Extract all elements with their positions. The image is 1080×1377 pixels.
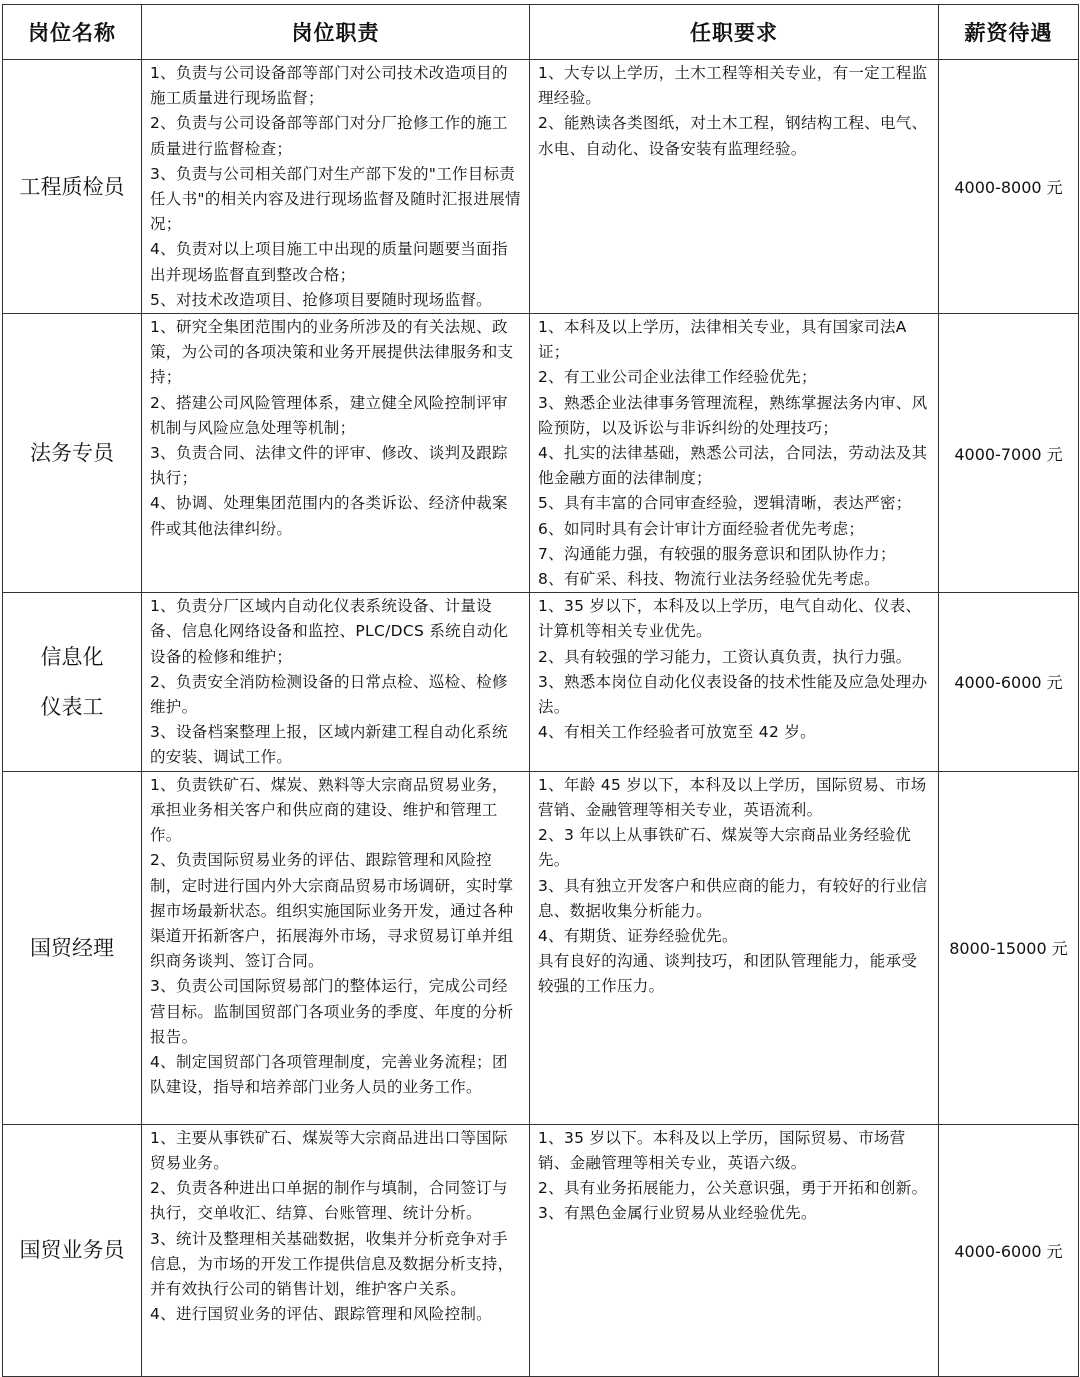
- position-name: 法务专员: [3, 314, 142, 593]
- requirement-item: 3、熟悉企业法律事务管理流程，熟练掌握法务内审、风险预防，以及诉讼与非诉纠纷的处理技巧；: [538, 393, 928, 437]
- duties-cell: [142, 314, 530, 593]
- duty-item: 3、负责合同、法律文件的评审、修改、谈判及跟踪执行；: [150, 444, 508, 488]
- table-row: [3, 1124, 1079, 1376]
- duties-cell: [142, 771, 530, 1124]
- requirement-item: 2、能熟读各类图纸，对土木工程，钢结构工程、电气、水电、自动化、设备安装有监理经验。: [538, 114, 928, 158]
- requirement-item: 2、有工业公司企业法律工作经验优先；: [538, 368, 817, 387]
- duty-item: 2、负责与公司设备部等部门对分厂抢修工作的施工质量进行监督检查；: [150, 114, 508, 158]
- salary: 8000-15000 元: [939, 771, 1079, 1124]
- duty-item: 3、设备档案整理上报，区域内新建工程自动化系统的安装、调试工作。: [150, 723, 508, 767]
- job-table: [2, 4, 1079, 1377]
- salary: 4000-6000 元: [939, 593, 1079, 771]
- requirements-cell: [530, 771, 939, 1124]
- duties-cell: [142, 60, 530, 314]
- header-position-name: 岗位名称: [3, 5, 142, 60]
- duty-item: 4、进行国贸业务的评估、跟踪管理和风险控制。: [150, 1305, 492, 1324]
- requirement-item: 3、有黑色金属行业贸易从业经验优先。: [538, 1204, 817, 1223]
- requirement-item: 2、3 年以上从事铁矿石、煤炭等大宗商品业务经验优先。: [538, 826, 912, 870]
- requirement-item: 6、如同时具有会计审计方面经验者优先考虑；: [538, 519, 865, 538]
- requirement-item: 4、有相关工作经验者可放宽至 42 岁。: [538, 723, 816, 742]
- duty-item: 3、负责公司国际贸易部门的整体运行，完成公司经营目标。监制国贸部门各项业务的季度、年度的分析报告。: [150, 977, 514, 1046]
- requirement-item: 5、具有丰富的合同审查经验，逻辑清晰，表达严密；: [538, 494, 912, 513]
- salary: 4000-7000 元: [939, 314, 1079, 593]
- salary: 4000-8000 元: [939, 60, 1079, 314]
- duty-item: 1、负责与公司设备部等部门对公司技术改造项目的施工质量进行现场监督；: [150, 64, 508, 108]
- header-salary: 薪资待遇: [939, 5, 1079, 60]
- duty-item: 1、研究全集团范围内的业务所涉及的有关法规、政策，为公司的各项决策和业务开展提供法律服务和支持；: [150, 318, 514, 387]
- requirement-item: 3、具有独立开发客户和供应商的能力，有较好的行业信息、数据收集分析能力。: [538, 876, 928, 920]
- duty-item: 3、统计及整理相关基础数据，收集并分析竞争对手信息，为市场的开发工作提供信息及数据分析支持，并有效执行公司的销售计划，维护客户关系。: [150, 1229, 514, 1298]
- duty-item: 1、主要从事铁矿石、煤炭等大宗商品进出口等国际贸易业务。: [150, 1128, 508, 1172]
- table-row: [3, 314, 1079, 593]
- duty-item: 4、负责对以上项目施工中出现的质量问题要当面指出并现场监督直到整改合格；: [150, 240, 508, 284]
- duty-item: 1、负责铁矿石、煤炭、熟料等大宗商品贸易业务，承担业务相关客户和供应商的建设、维护和管理工作。: [150, 775, 508, 845]
- duties-cell: [142, 593, 530, 771]
- requirements-cell: [530, 1124, 939, 1376]
- duty-item: 3、负责与公司相关部门对生产部下发的"工作目标责任人书"的相关内容及进行现场监督及随时汇报进展情况；: [150, 164, 521, 234]
- duty-item: 1、负责分厂区域内自动化仪表系统设备、计量设备、信息化网络设备和监控、PLC/DCS 系统自动化设备的检修和维护；: [150, 597, 509, 666]
- header-duties: 岗位职责: [142, 5, 530, 60]
- duties-cell: [142, 1124, 530, 1376]
- requirement-item: 1、本科及以上学历，法律相关专业，具有国家司法A证；: [538, 318, 907, 362]
- position-name: 国贸业务员: [3, 1124, 142, 1376]
- salary: 4000-6000 元: [939, 1124, 1079, 1376]
- table-row: [3, 771, 1079, 1124]
- requirement-item: 2、具有业务拓展能力，公关意识强，勇于开拓和创新。: [538, 1179, 928, 1198]
- requirements-cell: [530, 314, 939, 593]
- requirement-item: 3、熟悉本岗位自动化仪表设备的技术性能及应急处理办法。: [538, 672, 928, 717]
- table-row: [3, 60, 1079, 314]
- duty-item: 2、负责国际贸易业务的评估、跟踪管理和风险控制，定时进行国内外大宗商品贸易市场调研，实时掌握市场最新状态。组织实施国际业务开发，通过各种渠道开拓新客户，拓展海外市场，寻求贸易订单并组织商务谈判、签订合同。: [150, 851, 514, 971]
- requirement-item: 2、具有较强的学习能力，工资认真负责，执行力强。: [538, 647, 912, 666]
- requirements-cell: [530, 593, 939, 771]
- header-requirements: 任职要求: [530, 5, 939, 60]
- position-name: 信息化 仪表工: [3, 593, 142, 771]
- header-row: [3, 5, 1079, 60]
- requirement-item: 1、大专以上学历，土木工程等相关专业，有一定工程监理经验。: [538, 64, 928, 108]
- duty-item: 5、对技术改造项目、抢修项目要随时现场监督。: [150, 290, 492, 309]
- duty-item: 4、协调、处理集团范围内的各类诉讼、经济仲裁案件或其他法律纠纷。: [150, 494, 508, 538]
- requirement-item: 1、35 岁以下，本科及以上学历，电气自动化、仪表、计算机等相关专业优先。: [538, 597, 922, 641]
- requirement-item: 4、有期货、证券经验优先。: [538, 926, 738, 945]
- requirement-item: 1、年龄 45 岁以下，本科及以上学历，国际贸易、市场营销、金融管理等相关专业，英语流利。: [538, 775, 927, 819]
- duty-item: 4、制定国贸部门各项管理制度，完善业务流程；团队建设，指导和培养部门业务人员的业务工作。: [150, 1052, 508, 1097]
- duty-item: 2、负责各种进出口单据的制作与填制，合同签订与执行，交单收汇、结算、台账管理、统计分析。: [150, 1179, 508, 1223]
- requirement-item: 具有良好的沟通、谈判技巧，和团队管理能力，能承受较强的工作压力。: [538, 952, 918, 996]
- requirement-item: 7、沟通能力强，有较强的服务意识和团队协作力；: [538, 544, 896, 563]
- requirement-item: 8、有矿采、科技、物流行业法务经验优先考虑。: [538, 570, 880, 589]
- duty-item: 2、搭建公司风险管理体系，建立健全风险控制评审机制与风险应急处理等机制；: [150, 393, 508, 437]
- requirement-item: 4、扎实的法律基础，熟悉公司法，合同法，劳动法及其他金融方面的法律制度；: [538, 444, 928, 488]
- requirements-cell: [530, 60, 939, 314]
- position-name: 国贸经理: [3, 771, 142, 1124]
- position-name: 工程质检员: [3, 60, 142, 314]
- requirement-item: 1、35 岁以下。本科及以上学历，国际贸易、市场营销、金融管理等相关专业，英语六级。: [538, 1128, 906, 1172]
- table-row: [3, 593, 1079, 771]
- duty-item: 2、负责安全消防检测设备的日常点检、巡检、检修维护。: [150, 672, 508, 717]
